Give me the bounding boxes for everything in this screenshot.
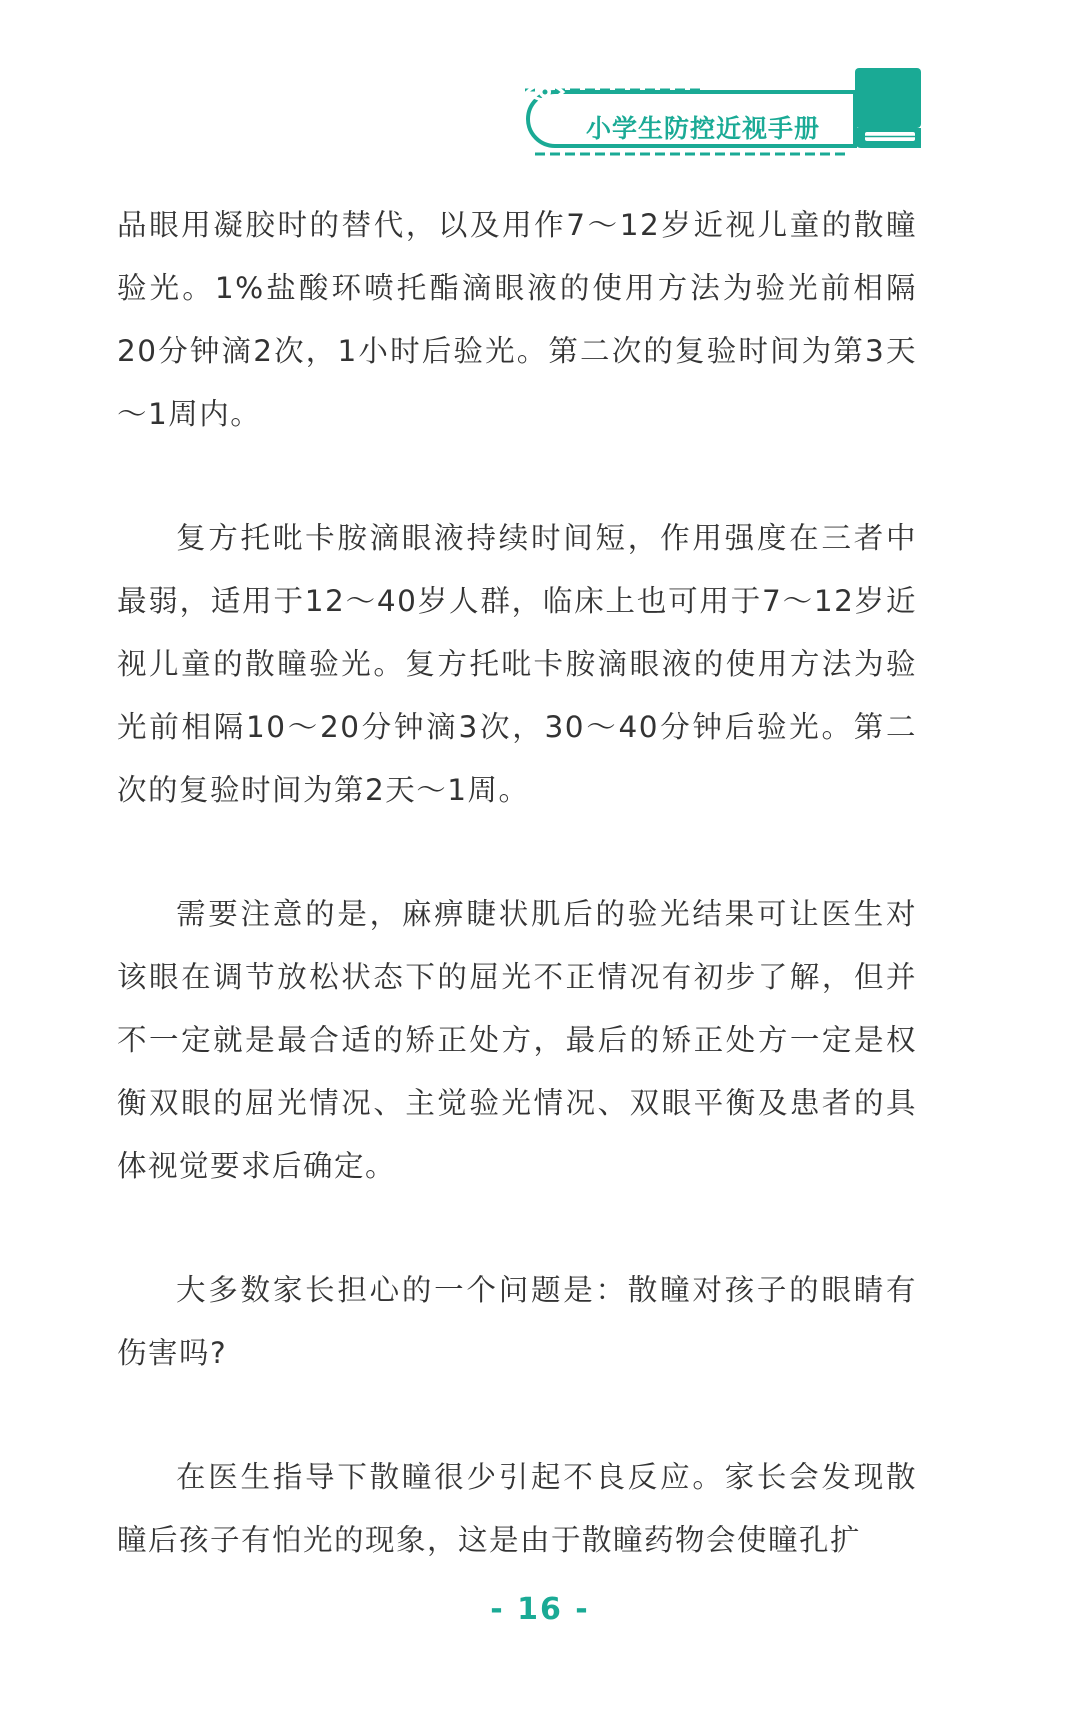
header-title: 小学生防控近视手册 bbox=[585, 114, 820, 143]
paragraph-4: 大多数家长担心的一个问题是：散瞳对孩子的眼睛有伤害吗? bbox=[117, 1273, 917, 1370]
page-number: - 16 - bbox=[490, 1592, 590, 1627]
paragraph-3: 需要注意的是，麻痹睫状肌后的验光结果可让医生对该眼在调节放松状态下的屈光不正情况有初步了解，但并不一定就是最合适的矫正处方，最后的矫正处方一定是权衡双眼的屈光情况、主觉验光情况、双眼平衡及患者的具体视觉要求后确定。 bbox=[117, 897, 917, 1183]
header-badge bbox=[515, 66, 925, 156]
eye-icon bbox=[515, 66, 575, 116]
page-content bbox=[117, 194, 917, 1572]
paragraph-1: 品眼用凝胶时的替代，以及用作7～12岁近视儿童的散瞳验光。1%盐酸环喷托酯滴眼液的使用方法为验光前相隔20分钟滴2次，1小时后验光。第二次的复验时间为第3天～1周内。 bbox=[117, 208, 917, 431]
paragraph-5: 在医生指导下散瞳很少引起不良反应。家长会发现散瞳后孩子有怕光的现象，这是由于散瞳药物会使瞳孔扩 bbox=[117, 1460, 917, 1557]
paragraph-2: 复方托吡卡胺滴眼液持续时间短，作用强度在三者中最弱，适用于12～40岁人群，临床上也可用于7～12岁近视儿童的散瞳验光。复方托吡卡胺滴眼液的使用方法为验光前相隔10～20分钟滴3次，30～40分钟后验光。第二次的复验时间为第2天～1周。 bbox=[117, 521, 917, 807]
